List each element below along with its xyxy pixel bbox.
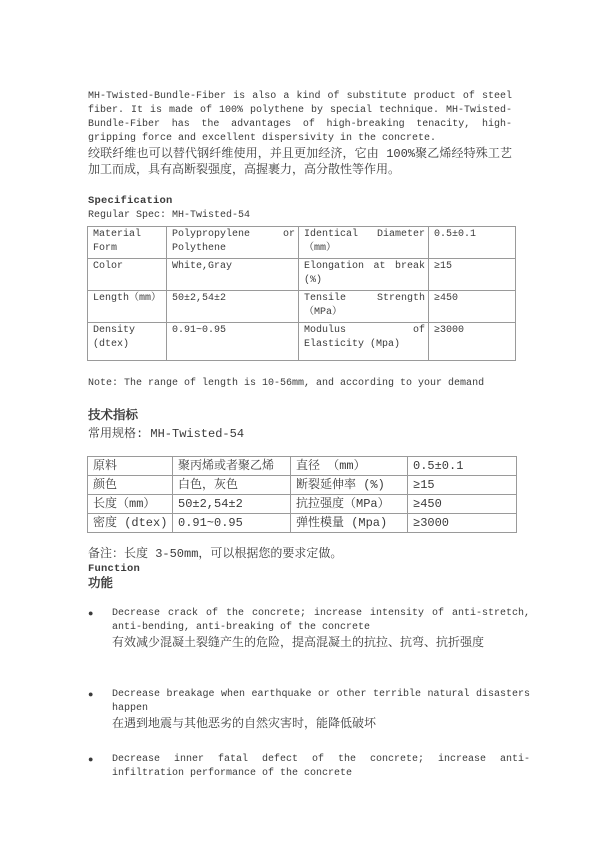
table-cell: Modulus of Elasticity (Mpa): [299, 323, 429, 361]
list-item-text: [112, 688, 530, 732]
bullet-icon: ●: [88, 690, 94, 700]
table-cell: Density (dtex): [88, 323, 167, 361]
table-cell: 0.5±0.1: [408, 457, 517, 476]
table-cell: 50±2,54±2: [167, 291, 299, 323]
list-item: [88, 753, 530, 781]
list-item-text-en: Decrease crack of the concrete; increase intensity of anti-stretch, anti-bending, anti-breaking of the concrete: [112, 608, 530, 633]
table-cell: 0.91~0.95: [167, 323, 299, 361]
regular-spec-line-zh: 常用规格: MH-Twisted-54: [88, 427, 245, 441]
table-cell: 聚丙烯或者聚乙烯: [173, 457, 291, 476]
table-cell: 白色，灰色: [173, 476, 291, 495]
intro-text-zh: 绞联纤维也可以替代钢纤维使用，并且更加经济，它由 100%聚乙烯经特殊工艺加工而成，具有高断裂强度，高握裹力，高分散性等作用。: [88, 147, 512, 177]
table-cell: 颜色: [88, 476, 173, 495]
intro-text-en: MH-Twisted-Bundle-Fiber is also a kind of substitute product of steel fiber. It is made of 100% polythene by special technique. MH-Twisted-Bundle-Fiber has the advantages of high-breaking tenacity, high-gripping force and excellent dispersivity in the concrete.: [88, 91, 512, 144]
table-cell: 密度 (dtex): [88, 514, 173, 533]
table-cell: Color: [88, 259, 167, 291]
table-cell: Length（mm）: [88, 291, 167, 323]
table-cell: Elongation at break (%): [299, 259, 429, 291]
table-cell: ≥3000: [408, 514, 517, 533]
table-cell: 0.91~0.95: [173, 514, 291, 533]
note-en: Note: The range of length is 10-56mm, and according to your demand: [88, 378, 485, 389]
table-cell: 直径 （mm）: [291, 457, 408, 476]
list-item-text-zh: 在遇到地震与其他恶劣的自然灾害时，能降低破坏: [112, 717, 377, 731]
table-row: [88, 291, 516, 323]
specification-heading: Specification: [88, 195, 173, 207]
tech-spec-heading-zh: 技术指标: [88, 409, 139, 423]
table-cell: Identical Diameter （mm）: [299, 227, 429, 259]
table-cell: Tensile Strength （MPa）: [299, 291, 429, 323]
bullet-icon: ●: [88, 609, 94, 619]
table-cell: ≥450: [429, 291, 516, 323]
note-zh: 备注：长度 3-50mm，可以根据您的要求定做。: [88, 547, 343, 561]
table-cell: Material Form: [88, 227, 167, 259]
function-heading-en: Function: [88, 563, 141, 575]
table-cell: 长度（mm）: [88, 495, 173, 514]
table-row: [88, 495, 517, 514]
table-row: [88, 323, 516, 361]
table-row: [88, 457, 517, 476]
regular-spec-line: Regular Spec: MH-Twisted-54: [88, 210, 251, 221]
table-cell: White,Gray: [167, 259, 299, 291]
list-item-text-en: Decrease breakage when earthquake or other terrible natural disasters happen: [112, 689, 530, 714]
table-cell: 50±2,54±2: [173, 495, 291, 514]
table-cell: 抗拉强度（MPa）: [291, 495, 408, 514]
table-row: [88, 514, 517, 533]
bullet-icon: ●: [88, 755, 94, 765]
table-cell: 断裂延伸率 (%): [291, 476, 408, 495]
list-item-text-en: Decrease inner fatal defect of the concrete; increase anti-infiltration performance of the concrete: [112, 754, 530, 779]
table-cell: ≥450: [408, 495, 517, 514]
list-item-text-zh: 有效减少混凝土裂缝产生的危险，提高混凝土的抗拉、抗弯、抗折强度: [112, 636, 485, 650]
table-cell: 原料: [88, 457, 173, 476]
table-cell: ≥15: [429, 259, 516, 291]
function-list: [88, 607, 530, 781]
table-row: [88, 259, 516, 291]
list-item: [88, 607, 530, 651]
table-cell: Polypropylene or Polythene: [167, 227, 299, 259]
list-item-text: [112, 753, 530, 781]
table-row: [88, 476, 517, 495]
specification-table-en: [87, 226, 516, 361]
list-item-text: [112, 607, 530, 651]
specification-table-zh: [87, 456, 517, 533]
table-cell: ≥3000: [429, 323, 516, 361]
intro-paragraph: [88, 90, 512, 178]
table-cell: 弹性模量 (Mpa): [291, 514, 408, 533]
list-item: [88, 688, 530, 732]
table-cell: ≥15: [408, 476, 517, 495]
function-heading-zh: 功能: [88, 577, 114, 591]
table-row: [88, 227, 516, 259]
table-cell: 0.5±0.1: [429, 227, 516, 259]
